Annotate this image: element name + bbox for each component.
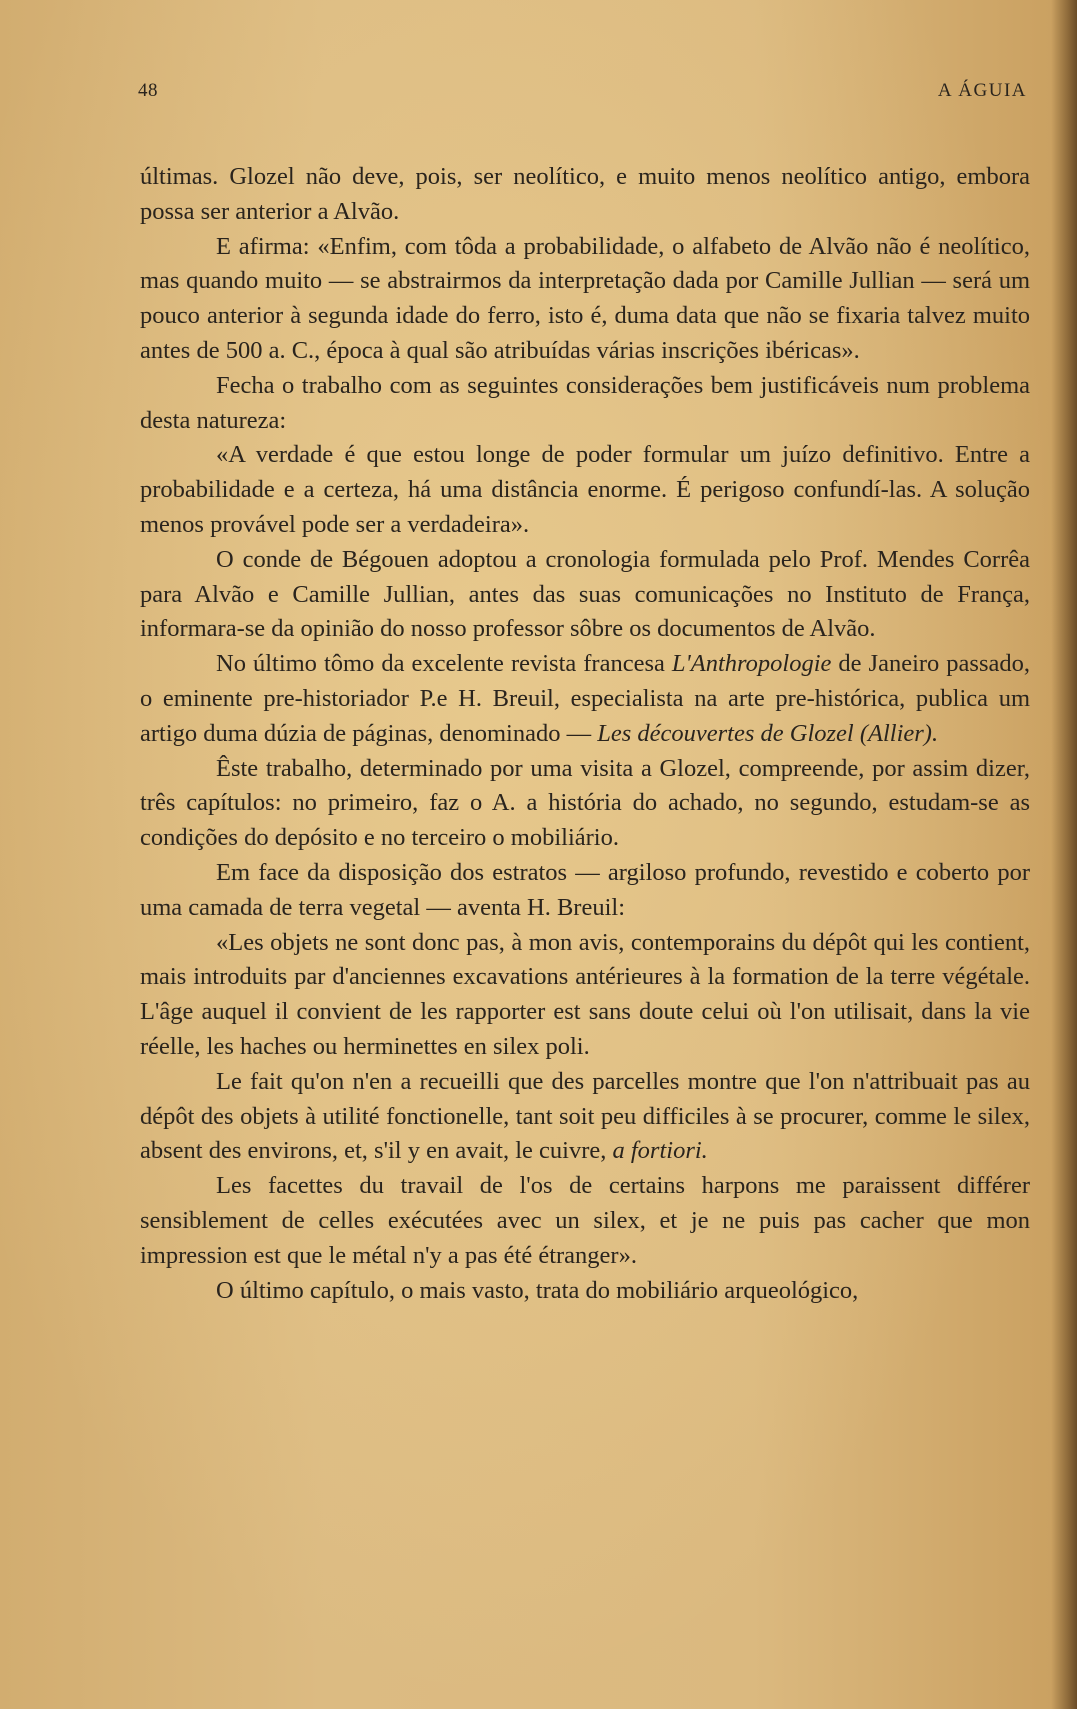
paragraph: «A verdade é que estou longe de poder formular um juízo definitivo. Entre a probabilidade e a certeza, há uma distância enorme. É perigoso confundí-las. A solução menos provável pode ser a verdadeira». xyxy=(140,441,1030,538)
paragraph: Êste trabalho, determinado por uma visita a Glozel, compreende, por assim dizer, três capítulos: no primeiro, faz o A. a história do achado, no segundo, estudam-se as condições do depósito e no terceiro o mobiliário. xyxy=(140,754,1030,852)
paragraph: Em face da disposição dos estratos — argiloso profundo, revestido e coberto por uma camada de terra vegetal — aventa H. Breuil: xyxy=(140,858,1030,921)
paragraph: O último capítulo, o mais vasto, trata do mobiliário arqueológico, xyxy=(216,1276,859,1304)
paragraph: últimas. Glozel não deve, pois, ser neolítico, e muito menos neolítico antigo, embora possa ser anterior a Alvão. xyxy=(140,163,1030,225)
paragraph: O conde de Bégouen adoptou a cronologia formulada pelo Prof. Mendes Corrêa para Alvão e Camille Jullian, antes das suas comunicações no Instituto de França, informara-se da opinião do nosso professor sôbre os documentos de Alvão. xyxy=(140,545,1030,643)
body-text xyxy=(140,160,1030,1308)
paragraph-text: Le fait qu'on n'en a recueilli que des parcelles montre que l'on n'attribuait pas au dépôt des objets à utilité fonctionelle, tant soit peu difficiles à se procurer, comme le silex, absent des environs, et, s'il y en avait, le cuivre, xyxy=(140,1067,1030,1165)
paragraph-text: No último tômo da excelente revista francesa xyxy=(216,650,672,678)
paragraph-text: de Janeiro passado, o eminente pre-historiador P.e H. Breuil, especialista na arte pre-histórica, publica um artigo duma dúzia de páginas, denominado — xyxy=(140,650,1030,747)
page-spine-shadow xyxy=(1051,0,1077,1709)
article-title: Les découvertes de Glozel (Allier). xyxy=(597,719,939,747)
paragraph: Fecha o trabalho com as seguintes considerações bem justificáveis num problema desta natureza: xyxy=(140,371,1030,434)
running-title: A ÁGUIA xyxy=(937,80,1027,101)
page-header xyxy=(138,80,1027,110)
emphasis-text: a fortiori. xyxy=(612,1137,708,1165)
paragraph: E afirma: «Enfim, com tôda a probabilidade, o alfabeto de Alvão não é neolítico, mas quando muito — se abstrairmos da interpretação dada por Camille Jullian — será um pouco anterior à segunda idade do ferro, isto é, duma data que não se fixaria talvez muito antes de 500 a. C., época à qual são atribuídas várias inscrições ibéricas». xyxy=(140,232,1030,364)
page-number: 48 xyxy=(138,80,158,101)
journal-title: L'Anthropologie xyxy=(671,650,832,678)
paragraph: Les facettes du travail de l'os de certains harpons me paraissent différer sensiblement de celles exécutées avec un silex, et je ne puis pas cacher que mon impression est que le métal n'y a pas été étranger». xyxy=(140,1172,1030,1269)
paragraph: «Les objets ne sont donc pas, à mon avis, contemporains du dépôt qui les contient, mais introduits par d'anciennes excavations antérieures à la formation de la terre végétale. L'âge auquel il convient de les rapporter est sans doute celui où l'on utilisait, dans la vie réelle, les haches ou herminettes en silex poli. xyxy=(140,928,1030,1060)
paragraph xyxy=(140,1065,1030,1169)
paragraph xyxy=(140,647,1030,751)
